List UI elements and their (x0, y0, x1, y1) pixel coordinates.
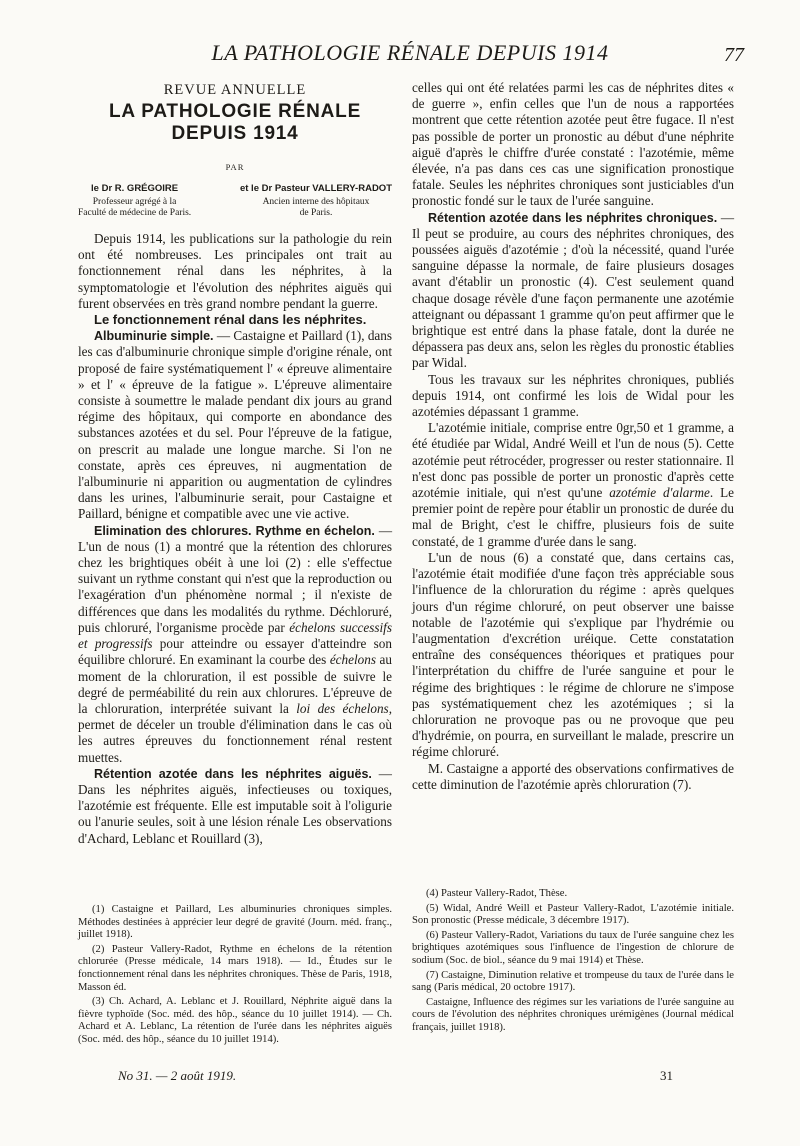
paragraph-retention-aigue (78, 766, 392, 847)
footnote: (5) Widal, André Weill et Pasteur Vallery-Radot, L'azotémie initiale. Son pronostic (Presse médicale, 3 décembre 1917). (412, 902, 734, 927)
article-title-line1: LA PATHOLOGIE RÉNALE (108, 101, 362, 123)
footnotes-right (412, 888, 734, 1037)
paragraph-continued: celles qui ont été relatées parmi les cas de néphrites dites « de guerre », enfin celles que l'un de nous a rapportées montrent que cette rétention azotée peut être fugace. Il n'est pas possible de porter un pronostic au début d'une néphrite aiguë d'après le chiffre d'urée constaté : l'azotémie, même élevée, n'a pas dans ces cas une signification pronostique fatale. Seules les néphrites chroniques sont justiciables d'un pronostic fondé sur le taux de l'urée sanguine. (412, 80, 734, 209)
sheet-number: 31 (660, 1068, 673, 1083)
author-vallery-radot (240, 181, 392, 219)
paragraph-text: . Le premier point de repère pour établir un pronostic de durée du mal de Bright, c'est le chiffre, plusieurs fois de suite constaté, de 1 gramme d'urée dans le sang. (412, 485, 734, 549)
running-head: LA PATHOLOGIE RÉNALE DEPUIS 1914 (211, 40, 609, 65)
author-role: de Paris. (299, 208, 333, 219)
author-name: le Dr R. GRÉGOIRE (91, 182, 179, 194)
italic-term: loi des échelons (296, 700, 389, 716)
page-number: 77 (724, 44, 744, 66)
footnote: (6) Pasteur Vallery-Radot, Variations du taux de l'urée sanguine chez les brightiques azotémiques sous l'influence de l'ingestion de chlorure de sodium (Soc. de biol., séance du 9 mai 1914) et Thèse. (412, 929, 734, 966)
paragraph-chloruration: L'un de nous (6) a constaté que, dans certains cas, l'azotémie était modifiée d'une façon très appréciable sous l'influence de la chloruration du régime : après quelques jours d'un régime chloruré, on peut observer une baisse notable de l'azotémie qui s'explique par l'hydrémie ou l'augmentation d'excrétion uréique. Cette constatation entraîne des conséquences théoriques et pratiques pour l'interprétation du chiffre de l'urée sanguine et pour le régime des brightiques : le régime de chlorure ne s'impose pas systématiquement chez les azotémiques ; si la chloruration ne provoque pas ou ne provoque que peu d'hydrémie, on pourra, en surveillant le malade, prescrire un régime chloruré. (412, 549, 734, 760)
paragraph-castaigne: M. Castaigne a apporté des observations confirmatives de cette diminution de l'azotémie après chloruration (7). (412, 760, 734, 792)
paragraph-retention-chronique (412, 210, 734, 372)
author-block (78, 181, 392, 219)
section-heading: Le fonctionnement rénal dans les néphrites. (94, 312, 367, 328)
author-name: et le Dr Pasteur VALLERY-RADOT (239, 182, 392, 194)
paragraph-text: au moment de la chloruration, il est possible de suivre le degré de perméabilité du rein aux chlorures. L'épreuve de la chloruration, interprétée suivant la (78, 652, 392, 716)
paragraph-text: — L'un de nous (1) a montré que la rétention des chlorures chez les brightiques obéit à une loi (2) : elle s'effectue suivant un rythme constant qui n'est que la reproduction ou l'exagération d'un phénomène normal ; il n'existe de différences que dans les modalités du rythme. Déchloruré, puis chloruré, l'organisme procède par (78, 522, 392, 635)
paragraph-azotemie-initiale (412, 420, 734, 550)
author-role: Ancien interne des hôpitaux (262, 197, 370, 208)
footnote: (1) Castaigne et Paillard, Les albuminuries chroniques simples. Méthodes destinées à apprécier leur degré de gravité (Journ. méd. franç., juillet 1918). (78, 904, 392, 941)
footnote: (7) Castaigne, Diminution relative et trompeuse du taux de l'urée dans le sang (Paris médical, 20 octobre 1917). (412, 969, 734, 994)
author-role: Faculté de médecine de Paris. (78, 208, 192, 219)
paragraph-travaux: Tous les travaux sur les néphrites chroniques, publiés depuis 1914, ont confirmé les lois de Widal pour les azotémies dépassant 1 gramme. (412, 371, 734, 420)
footnote: Castaigne, Influence des régimes sur les variations de l'urée sanguine au cours de l'évolution des néphrites chroniques urémigènes (Journal médical français, juillet 1918). (412, 996, 734, 1033)
intro-paragraph: Depuis 1914, les publications sur la pathologie du rein ont été nombreuses. Les principales ont trait au fonctionnement rénal dans les néphrites, à la symptomatologie et l'évolution des néphrites aiguës qui furent observées en très grand nombre pendant la guerre. (78, 231, 392, 311)
author-gregoire (78, 181, 191, 219)
left-column (78, 80, 392, 847)
paragraph-elimination (78, 523, 392, 766)
revue-label: REVUE ANNUELLE (163, 82, 307, 98)
right-column (412, 80, 734, 793)
footnote: (4) Pasteur Vallery-Radot, Thèse. (426, 888, 568, 899)
paragraph-text: — Il peut se produire, au cours des néphrites chroniques, des poussées aiguës d'azotémie ; d'où la nécessité, quand l'urée sanguine dépasse la normale, de faire plusieurs dosages avant d'établir un pronostic (4). C'est seulement quand chaque dosage révèle d'une façon permanente une azotémie atteignant ou dépassant 1 gramme qu'on peut affirmer que le brightique est entré dans la phase fatale, dont la durée ne dépassera pas deux ans, selon les règles du pronostic établies par Widal. (412, 209, 735, 371)
paragraph-text: , permet de déceler un trouble d'élimination dans le cas où les autres épreuves du fonctionnement rénal restent muettes. (78, 700, 392, 765)
italic-term: échelons (329, 652, 376, 668)
subsection-title: Albuminurie simple. (94, 329, 214, 344)
footnote: (2) Pasteur Vallery-Radot, Rythme en échelons de la rétention chlorurée (Presse médicale, 14 mars 1918). — Id., Études sur le fonctionnement rénal dans les néphrites chroniques. Thèse de Paris, 1918, Masson éd. (78, 943, 392, 993)
article-title-line2: DEPUIS 1914 (171, 123, 299, 145)
issue-date: No 31. — 2 août 1919. (118, 1068, 237, 1083)
paragraph-text: — Dans les néphrites aiguës, infectieuses ou toxiques, l'azotémie est fréquente. Elle est imputable soit à l'oligurie ou l'anurie seules, soit à une lésion rénale Les observations d'Achard, Leblanc et Rouillard (3), (78, 765, 392, 846)
footnote: (3) Ch. Achard, A. Leblanc et J. Rouillard, Néphrite aiguë dans la fièvre typhoïde (Soc. méd. des hôp., séance du 10 juillet 1914). — Ch. Achard et A. Leblanc, La rétention de l'urée dans les néphrites aiguës (Soc. méd. des hôp., séance du 10 juillet 1914). (78, 996, 392, 1045)
subsection-title: Elimination des chlorures. Rythme en échelon. (94, 523, 375, 538)
paragraph-text: L'azotémie initiale, comprise entre 0gr,50 et 1 gramme, a été étudiée par Widal, André Weill et l'un de nous (5). Cette azotémie peut rétrocéder, progresser ou rester stationnaire. Il n'est donc pas possible de porter un pronostic d'après cette azotémie initiale, qui n'est qu'une (412, 420, 734, 501)
paragraph-text: — Castaigne et Paillard (1), dans les cas d'albuminurie chronique simple d'origine rénale, ont proposé de faire systématiquement l' « épreuve alimentaire » et l' « épreuve de la fatigue ». L'épreuve alimentaire consiste à soumettre le malade pendant dix jours au grand régime des hôpitaux, qui comporte en abondance des substances azotées et du sel. Pour l'épreuve de la fatigue, on prescrit au malade une longue marche. Si l'on ne constate, après ces épreuves, ni augmentation de l'albuminurie ni apparition ou augmentation de cylindres dans les urines, l'albuminurie serait, pour Castaigne et Paillard, bénigne et compatible avec une vie active. (78, 328, 393, 522)
subsection-title: Rétention azotée dans les néphrites chroniques. (428, 210, 718, 225)
paragraph-text: pour atteindre ou essayer d'atteindre son équilibre chloruré. En examinant la courbe des (78, 636, 392, 668)
footnotes-left (78, 904, 392, 1049)
by-label: PAR (225, 161, 245, 172)
author-role: Professeur agrégé à la (92, 197, 177, 208)
italic-term: azotémie d'alarme (609, 485, 710, 501)
paragraph-albuminurie (78, 328, 392, 522)
subsection-title: Rétention azotée dans les néphrites aiguës. (94, 766, 372, 781)
italic-term: échelons successifs et progressifs (78, 619, 392, 652)
